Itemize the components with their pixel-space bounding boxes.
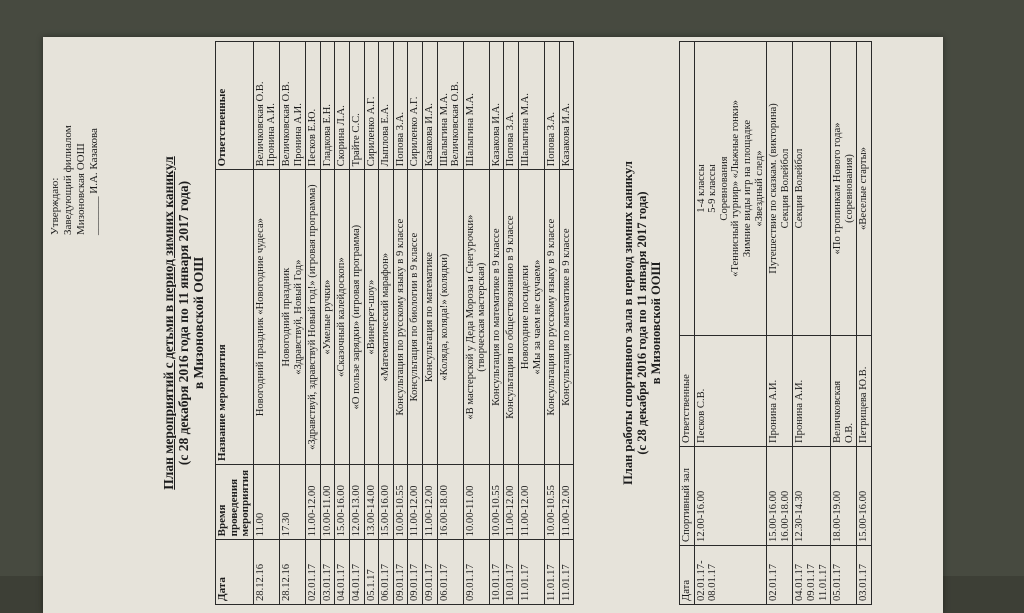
cell-time: 10.00-11.00 xyxy=(463,464,489,539)
cell-responsible-line: Песков Е.Ю. xyxy=(307,108,319,167)
cell-event-name-line: «В мастерской у Деда Мороза и Снегурочки» xyxy=(464,214,476,420)
gym-cell-date xyxy=(857,546,872,605)
cell-event-name-line: «Здравствуй, Новый Год» xyxy=(292,259,304,375)
cell-event-name-line: «Умелые ручки» xyxy=(321,279,333,355)
cell-responsible-line: Скорина Л.А. xyxy=(336,105,348,167)
cell-date: 10.01.17 xyxy=(489,540,504,605)
cell-responsible-line: Лыплова Е.А. xyxy=(380,104,392,167)
cell-responsible-line: Казакова И.А. xyxy=(423,103,435,167)
gym-title-line2: (с 28 декабря 2016 года по 11 января 2017 года) xyxy=(635,191,649,455)
gym-cell-activity-line: (соревнования) xyxy=(843,154,855,223)
gym-cell-activity xyxy=(793,42,831,336)
cell-responsible-line: Попова З.А. xyxy=(394,111,406,167)
gym-cell-activity xyxy=(857,42,872,336)
cell-event-name xyxy=(349,170,364,465)
cell-time: 11.00-12.00 xyxy=(519,464,545,539)
events-table xyxy=(215,41,574,605)
gym-header-activity xyxy=(680,42,695,336)
cell-date: 11.01.17 xyxy=(545,540,560,605)
cell-time: 10.00-10.55 xyxy=(545,464,560,539)
table-row xyxy=(437,42,463,605)
gym-cell-date-line: 05.01.17 xyxy=(832,563,844,601)
table-row xyxy=(857,42,872,605)
gym-cell-activity-line: Зимние виды игр на площадке xyxy=(741,119,753,258)
gym-cell-activity-line: 1-4 классы xyxy=(695,164,707,213)
cell-responsible xyxy=(393,42,408,170)
cell-event-name-line: Новогодний праздник «Новогодние чудеса» xyxy=(254,218,266,417)
events-table-header xyxy=(216,42,254,605)
gym-cell-responsible xyxy=(767,336,793,447)
cell-event-name-line: «Сказочный калейдоскоп» xyxy=(336,257,348,377)
gym-cell-date xyxy=(793,546,831,605)
cell-time: 11.00 xyxy=(253,464,279,539)
gym-cell-activity xyxy=(767,42,793,336)
table-row xyxy=(279,42,305,605)
cell-date: 04.01.17 xyxy=(335,540,350,605)
gym-cell-time-line: 12.00-16.00 xyxy=(695,490,707,542)
gym-table xyxy=(679,41,872,605)
gym-header-date: Дата xyxy=(680,546,695,605)
gym-cell-responsible-line: О.В. xyxy=(843,422,855,443)
cell-responsible xyxy=(279,42,305,170)
events-table-body xyxy=(253,42,574,605)
cell-responsible xyxy=(349,42,364,170)
table-row xyxy=(335,42,350,605)
cell-date: 28.12.16 xyxy=(253,540,279,605)
gym-cell-activity-line: Секция Волейбол xyxy=(794,148,806,229)
gym-cell-responsible-line: Величковская xyxy=(832,380,844,443)
cell-responsible xyxy=(335,42,350,170)
cell-responsible-line: Трайте С.С. xyxy=(350,113,362,167)
cell-responsible-line: Шалыгина М.А. xyxy=(520,93,532,167)
cell-date: 09.01.17 xyxy=(422,540,437,605)
cell-event-name-line: «Здравствуй, здравствуй Новый год!» (игровая программа) xyxy=(307,184,319,450)
cell-time: 15.00-16.00 xyxy=(335,464,350,539)
cell-date: 06.01.17 xyxy=(437,540,463,605)
cell-time: 13.00-14.00 xyxy=(364,464,379,539)
cell-date: 05.1.17 xyxy=(364,540,379,605)
cell-date: 03.01.17 xyxy=(320,540,335,605)
gym-cell-time-line: 15.00-16.00 xyxy=(858,490,870,542)
gym-cell-activity-line: Соревнования xyxy=(718,156,730,221)
cell-responsible xyxy=(437,42,463,170)
gym-header-responsible: Ответственные xyxy=(680,336,695,447)
header-name: Название мероприятия xyxy=(216,170,254,465)
cell-event-name-line: Консультация по обществознанию в 9 классе xyxy=(505,215,517,419)
table-row xyxy=(306,42,321,605)
table-row xyxy=(504,42,519,605)
cell-event-name xyxy=(559,170,574,465)
cell-responsible xyxy=(253,42,279,170)
header-time: Время проведения мероприятия xyxy=(216,464,254,539)
cell-event-name xyxy=(545,170,560,465)
approval-line: _______ И.А. Казакова xyxy=(88,128,100,235)
table-row xyxy=(349,42,364,605)
cell-event-name-line: Новогодние посиделки xyxy=(520,265,532,370)
cell-date: 06.01.17 xyxy=(379,540,394,605)
cell-date: 09.01.17 xyxy=(393,540,408,605)
cell-responsible-line: Величковская О.В. xyxy=(254,81,266,167)
cell-time: 10.00-10.55 xyxy=(393,464,408,539)
cell-event-name xyxy=(335,170,350,465)
gym-cell-time-line: 15.00-16.00 xyxy=(768,490,780,542)
cell-date: 09.01.17 xyxy=(463,540,489,605)
cell-responsible xyxy=(320,42,335,170)
gym-cell-activity-line: 5-9 классы xyxy=(707,164,719,213)
cell-time: 15.00-16.00 xyxy=(379,464,394,539)
cell-responsible-line: Сириленко А.Г. xyxy=(409,96,421,167)
cell-time: 11.00-12.00 xyxy=(422,464,437,539)
cell-event-name-line: (творческая мастерская) xyxy=(476,262,488,372)
cell-responsible-line: Величковская О.В. xyxy=(280,81,292,167)
cell-time: 12.00-13.00 xyxy=(349,464,364,539)
gym-cell-date-line: 02.01.17 xyxy=(768,563,780,601)
gym-cell-activity-line: «Звездный след» xyxy=(753,150,765,227)
table-row xyxy=(831,42,857,605)
gym-cell-date-line: 09.01.17 xyxy=(805,563,817,601)
cell-event-name-line: Консультация по математике в 9 классе xyxy=(560,228,572,406)
cell-responsible xyxy=(545,42,560,170)
cell-event-name-line: Консультация по русскому языку в 9 классе xyxy=(394,218,406,416)
cell-event-name-line: Консультация по математике xyxy=(423,252,435,383)
gym-cell-responsible xyxy=(831,336,857,447)
gym-cell-activity xyxy=(831,42,857,336)
gym-cell-time xyxy=(694,447,767,546)
table-row xyxy=(379,42,394,605)
table-row xyxy=(793,42,831,605)
cell-event-name xyxy=(279,170,305,465)
gym-cell-date-line: 02.01.17- xyxy=(695,560,707,601)
gym-cell-activity-line: Секция Волейбол xyxy=(779,148,791,229)
cell-responsible-line: Казакова И.А. xyxy=(560,103,572,167)
cell-time: 11.00-12.00 xyxy=(306,464,321,539)
cell-time: 10.00-11.00 xyxy=(320,464,335,539)
cell-event-name xyxy=(489,170,504,465)
gym-cell-responsible-line: Пронина А.И. xyxy=(794,379,806,443)
gym-cell-date-line: 08.01.17 xyxy=(707,563,719,601)
cell-responsible-line: Пронина А.И. xyxy=(292,103,304,167)
gym-cell-time xyxy=(857,447,872,546)
cell-responsible xyxy=(489,42,504,170)
cell-event-name-line: «Коляда, коляда!» (колядки) xyxy=(438,253,450,381)
gym-cell-date xyxy=(831,546,857,605)
header-date: Дата xyxy=(216,540,254,605)
table-row xyxy=(393,42,408,605)
cell-event-name xyxy=(504,170,519,465)
cell-responsible-line: Пронина А.И. xyxy=(266,103,278,167)
gym-cell-time xyxy=(831,447,857,546)
gym-cell-date-line: 11.01.17 xyxy=(817,564,829,601)
cell-event-name-line: Новогодний праздник xyxy=(280,267,292,367)
table-row xyxy=(253,42,279,605)
cell-responsible xyxy=(408,42,423,170)
gym-header-hall: Спортивный зал xyxy=(680,447,695,546)
gym-cell-responsible xyxy=(793,336,831,447)
cell-date: 11.01.17 xyxy=(559,540,574,605)
cell-event-name xyxy=(306,170,321,465)
cell-event-name xyxy=(393,170,408,465)
gym-cell-activity-line: Путешествие по сказкам. (викторина) xyxy=(768,103,780,274)
gym-cell-date xyxy=(767,546,793,605)
plan-title-line1: План мероприятий с детьми в период зимних каникул xyxy=(161,156,176,490)
table-row xyxy=(422,42,437,605)
gym-cell-date xyxy=(694,546,767,605)
cell-event-name xyxy=(320,170,335,465)
cell-event-name xyxy=(463,170,489,465)
cell-responsible-line: Сириленко А.Г. xyxy=(365,96,377,167)
cell-date: 02.01.17 xyxy=(306,540,321,605)
cell-date: 10.01.17 xyxy=(504,540,519,605)
cell-date: 04.01.17 xyxy=(349,540,364,605)
gym-table-body xyxy=(694,42,871,605)
gym-cell-activity-line: «По тропинкам Нового года» xyxy=(832,122,844,255)
cell-event-name xyxy=(253,170,279,465)
plan-title-line3: в Мизоновской ООШ xyxy=(191,256,206,390)
cell-time: 11.00-12.00 xyxy=(408,464,423,539)
cell-event-name-line: Консультация по математике в 9 классе xyxy=(490,228,502,406)
gym-cell-activity-line: «Веселые старты» xyxy=(858,147,870,230)
gym-cell-activity-line: «Теннисный турнир» «Лыжные гонки» xyxy=(730,100,742,277)
cell-time: 11.00-12.00 xyxy=(559,464,574,539)
table-row xyxy=(519,42,545,605)
table-row xyxy=(694,42,767,605)
cell-responsible xyxy=(559,42,574,170)
cell-event-name-line: Консультация по русскому языку в 9 классе xyxy=(546,218,558,416)
cell-event-name-line: «Винегрет-шоу» xyxy=(365,279,377,355)
cell-responsible xyxy=(422,42,437,170)
cell-event-name xyxy=(379,170,394,465)
gym-title-line1: План работы спортивного зала в период зимних каникул xyxy=(621,161,635,485)
table-row xyxy=(364,42,379,605)
table-row xyxy=(545,42,560,605)
gym-table-header xyxy=(680,42,695,605)
cell-responsible xyxy=(306,42,321,170)
cell-event-name xyxy=(408,170,423,465)
cell-responsible-line: Шалыгина М.А. xyxy=(464,93,476,167)
cell-responsible-line: Казакова И.А. xyxy=(490,103,502,167)
cell-responsible-line: Попова З.А. xyxy=(505,111,517,167)
cell-responsible xyxy=(504,42,519,170)
table-row xyxy=(559,42,574,605)
cell-date: 28.12.16 xyxy=(279,540,305,605)
approval-block xyxy=(49,45,101,235)
gym-cell-activity xyxy=(694,42,767,336)
gym-cell-time-line: 16.00-18.00 xyxy=(779,490,791,542)
gym-cell-date-line: 04.01.17 xyxy=(794,563,806,601)
cell-date: 11.01.17 xyxy=(519,540,545,605)
cell-event-name-line: «Математический марафон» xyxy=(380,252,392,382)
gym-cell-responsible xyxy=(694,336,767,447)
gym-cell-date-line: 03.01.17 xyxy=(858,563,870,601)
gym-title xyxy=(621,43,663,603)
approval-line: Мизоновская ООШ xyxy=(75,143,87,235)
gym-cell-time xyxy=(767,447,793,546)
cell-event-name-line: «О пользе зарядки» (игровая программа) xyxy=(350,224,362,410)
approval-line: Утверждаю: xyxy=(49,177,61,235)
cell-date: 09.01.17 xyxy=(408,540,423,605)
cell-event-name xyxy=(437,170,463,465)
gym-title-line3: в Мизоновской ООШ xyxy=(649,261,663,385)
table-row xyxy=(767,42,793,605)
cell-time: 16.00-18.00 xyxy=(437,464,463,539)
gym-cell-responsible xyxy=(857,336,872,447)
table-row xyxy=(408,42,423,605)
plan-title-line2: (с 28 декабря 2016 года по 11 января 2017 года) xyxy=(176,180,191,466)
header-responsible: Ответственные xyxy=(216,42,254,170)
table-row xyxy=(489,42,504,605)
approval-line: Заведующий филиалом xyxy=(62,125,74,235)
cell-responsible xyxy=(364,42,379,170)
cell-responsible-line: Величковская О.В. xyxy=(450,81,462,167)
gym-cell-responsible-line: Песков С.В. xyxy=(695,388,707,443)
gym-cell-time-line: 18.00-19.00 xyxy=(832,490,844,542)
cell-responsible-line: Попова З.А. xyxy=(546,111,558,167)
document-page xyxy=(43,37,943,613)
cell-time: 10.00-10.55 xyxy=(489,464,504,539)
table-row xyxy=(463,42,489,605)
cell-responsible-line: Шалыгина М.А. xyxy=(438,93,450,167)
cell-event-name xyxy=(364,170,379,465)
gym-cell-responsible-line: Петрищева Ю.В. xyxy=(858,366,870,443)
gym-cell-time-line: 12.30-14.30 xyxy=(794,490,806,542)
cell-event-name xyxy=(422,170,437,465)
cell-event-name-line: Консультация по биологии в 9 классе xyxy=(409,232,421,402)
cell-time: 17.30 xyxy=(279,464,305,539)
gym-cell-time xyxy=(793,447,831,546)
table-row xyxy=(320,42,335,605)
cell-responsible-line: Гладкова Е.Н. xyxy=(321,104,333,167)
cell-event-name-line: «Мы за чаем не скучаем» xyxy=(531,259,543,375)
cell-responsible xyxy=(519,42,545,170)
cell-responsible xyxy=(463,42,489,170)
cell-event-name xyxy=(519,170,545,465)
cell-responsible xyxy=(379,42,394,170)
plan-title xyxy=(161,43,206,603)
gym-cell-responsible-line: Пронина А.И. xyxy=(768,379,780,443)
cell-time: 11.00-12.00 xyxy=(504,464,519,539)
